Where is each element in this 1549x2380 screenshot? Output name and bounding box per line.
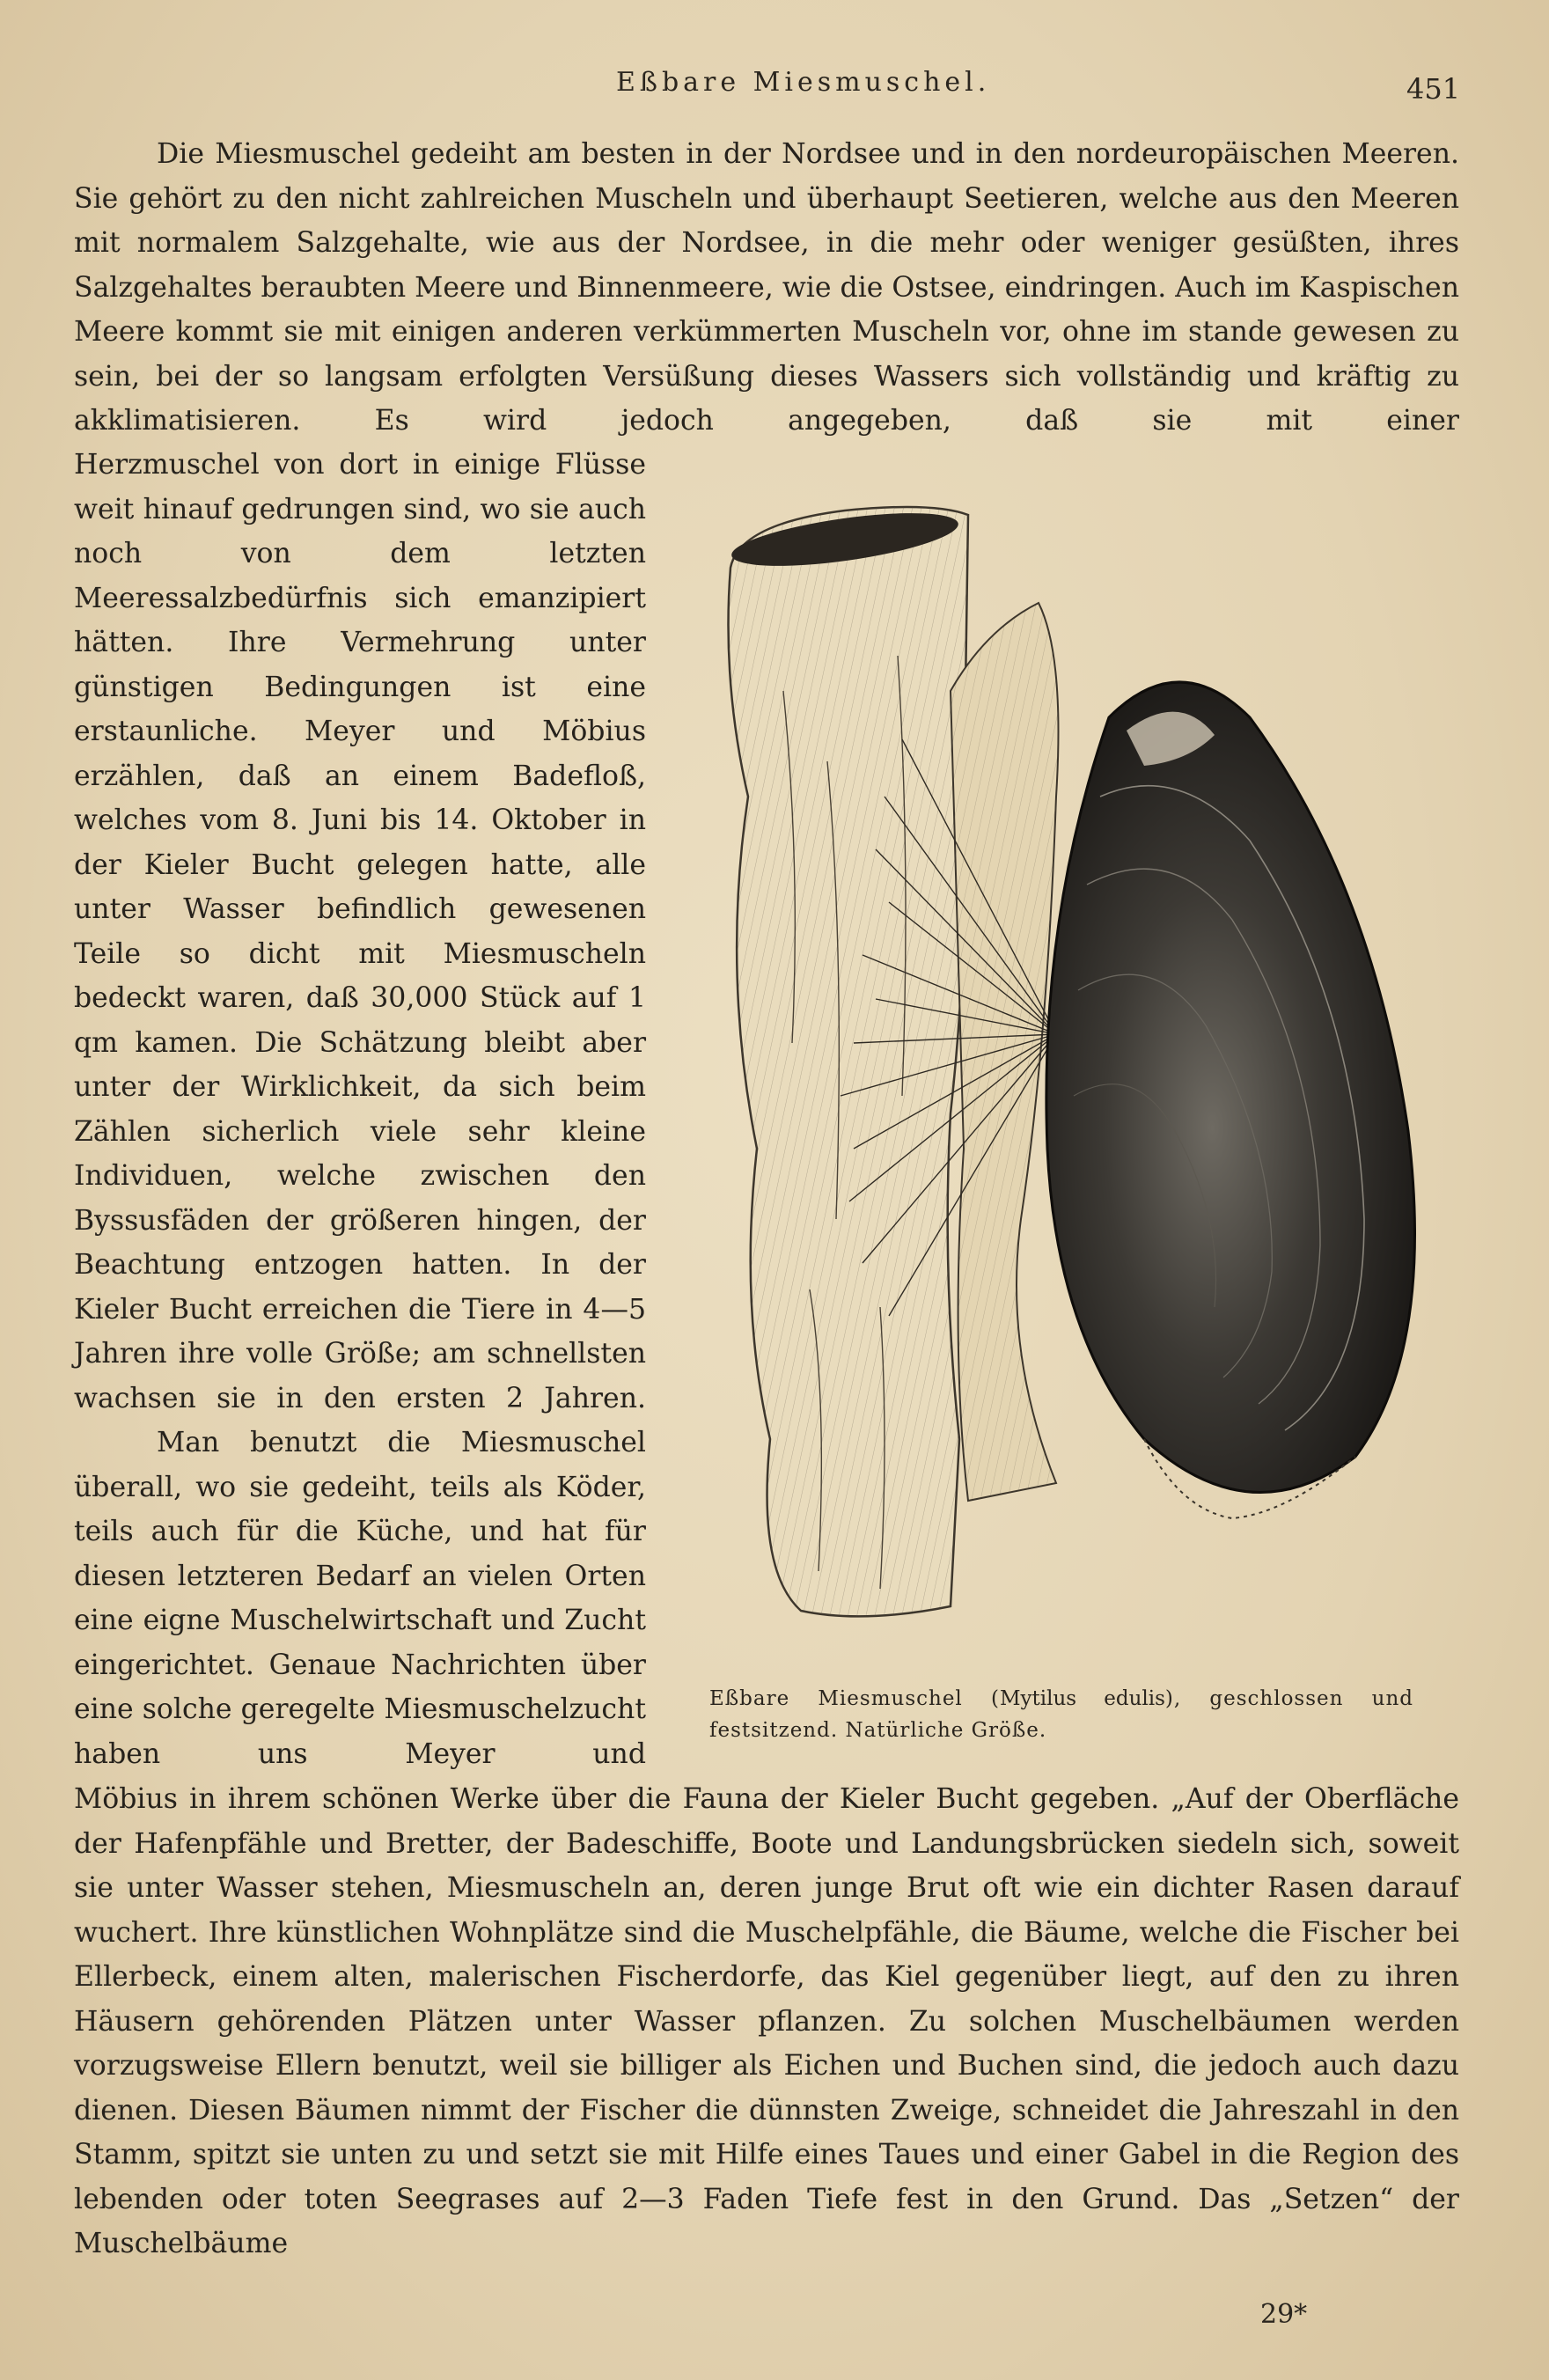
caption-suffix: ), geschlossen und festsitzend. Natürliche Größe. xyxy=(709,1687,1413,1742)
paragraph-1-full-width: Die Miesmuschel gedeiht am besten in der Nordsee und in den nordeuropäischen Meeren. Sie gehört zu den nicht zahlreichen Muscheln und überhaupt Seetieren, welche aus den Meeren mit normalem Salzgehalte, wie aus der Nordsee, in die mehr oder weniger gesüßten, ihres Salzgehaltes beraubten Meere und Binnenmeere, wie die Ostsee, eindringen. Auch im Kaspischen Meere kommt sie mit einigen anderen verkümmerten Muscheln vor, ohne im stande gewesen zu sein, bei der so langsam erfolgten Versüßung dieses Wassers sich vollständig und kräftig zu akklimatisieren. Es wird jedoch angegeben, daß sie mit einer xyxy=(74,138,1459,437)
signature-mark: 29* xyxy=(1260,2299,1308,2330)
figure-caption xyxy=(709,1683,1413,1746)
wooden-post xyxy=(729,503,1059,1616)
mussel-illustration xyxy=(686,427,1479,1677)
running-title: Eßbare Miesmuschel. xyxy=(616,67,991,98)
caption-latin-name: Mytilus edulis xyxy=(999,1687,1165,1710)
running-head xyxy=(0,62,1549,114)
caption-prefix: Eßbare Miesmuschel ( xyxy=(709,1687,1000,1710)
paragraph-2-column: Man benutzt die Miesmuschel überall, wo sie gedeiht, teils als Köder, teils auch für die Küche, und hat für diesen letzteren Bedarf an vielen Orten eine eigne Muschelwirtschaft und Zucht eingerichtet. Genaue Nachrichten über eine solche geregelte Miesmuschelzucht haben uns Meyer und xyxy=(74,1427,646,1770)
paragraph-2-full-width: Möbius in ihrem schönen Werke über die Fauna der Kieler Bucht gegeben. „Auf der Oberfläche der Hafenpfähle und Bretter, der Badeschiffe, Boote und Landungsbrücken siedeln sich, soweit sie unter Wasser stehen, Miesmuscheln an, deren junge Brut oft wie ein dichter Rasen darauf wuchert. Ihre künstlichen Wohnplätze sind die Muschelpfähle, die Bäume, welche die Fischer bei Ellerbeck, einem alten, malerischen Fischerdorfe, das Kiel gegenüber liegt, auf den zu ihren Häusern gehörenden Plätzen unter Wasser pflanzen. Zu solchen Muschelbäumen werden vorzugsweise Ellern benutzt, weil sie billiger als Eichen und Buchen sind, die jedoch auch dazu dienen. Diesen Bäumen nimmt der Fischer die dünnsten Zweige, schneidet die Jahreszahl in den Stamm, spitzt sie unten zu und setzt sie mit Hilfe eines Taues und einer Gabel in die Region des lebenden oder toten Seegrases auf 2—3 Faden Tiefe fest in den Grund. Das „Setzen“ der Muschelbäume xyxy=(74,1783,1459,2259)
mussel-shell xyxy=(1046,682,1415,1518)
paragraph-1-column: Herzmuschel von dort in einige Flüsse weit hinauf gedrungen sind, wo sie auch noch von dem letzten Meeressalzbedürfnis sich emanzipiert hätten. Ihre Vermehrung unter günstigen Bedingungen ist eine erstaunliche. Meyer und Möbius erzählen, daß an einem Badefloß, welches vom 8. Juni bis 14. Oktober in der Kieler Bucht gelegen hatte, alle unter Wasser befindlich gewesenen Teile so dicht mit Miesmuscheln bedeckt waren, daß 30,000 Stück auf 1 qm kamen. Die Schätzung bleibt aber unter der Wirklichkeit, da sich beim Zählen sicherlich viele sehr kleine Individuen, welche zwischen den Byssusfäden der größeren hingen, der Beachtung entzogen hatten. In der Kieler Bucht erreichen die Tiere in 4—5 Jahren ihre volle Größe; am schnellsten wachsen sie in den ersten 2 Jahren. xyxy=(74,449,646,1414)
page-number: 451 xyxy=(1406,72,1461,106)
